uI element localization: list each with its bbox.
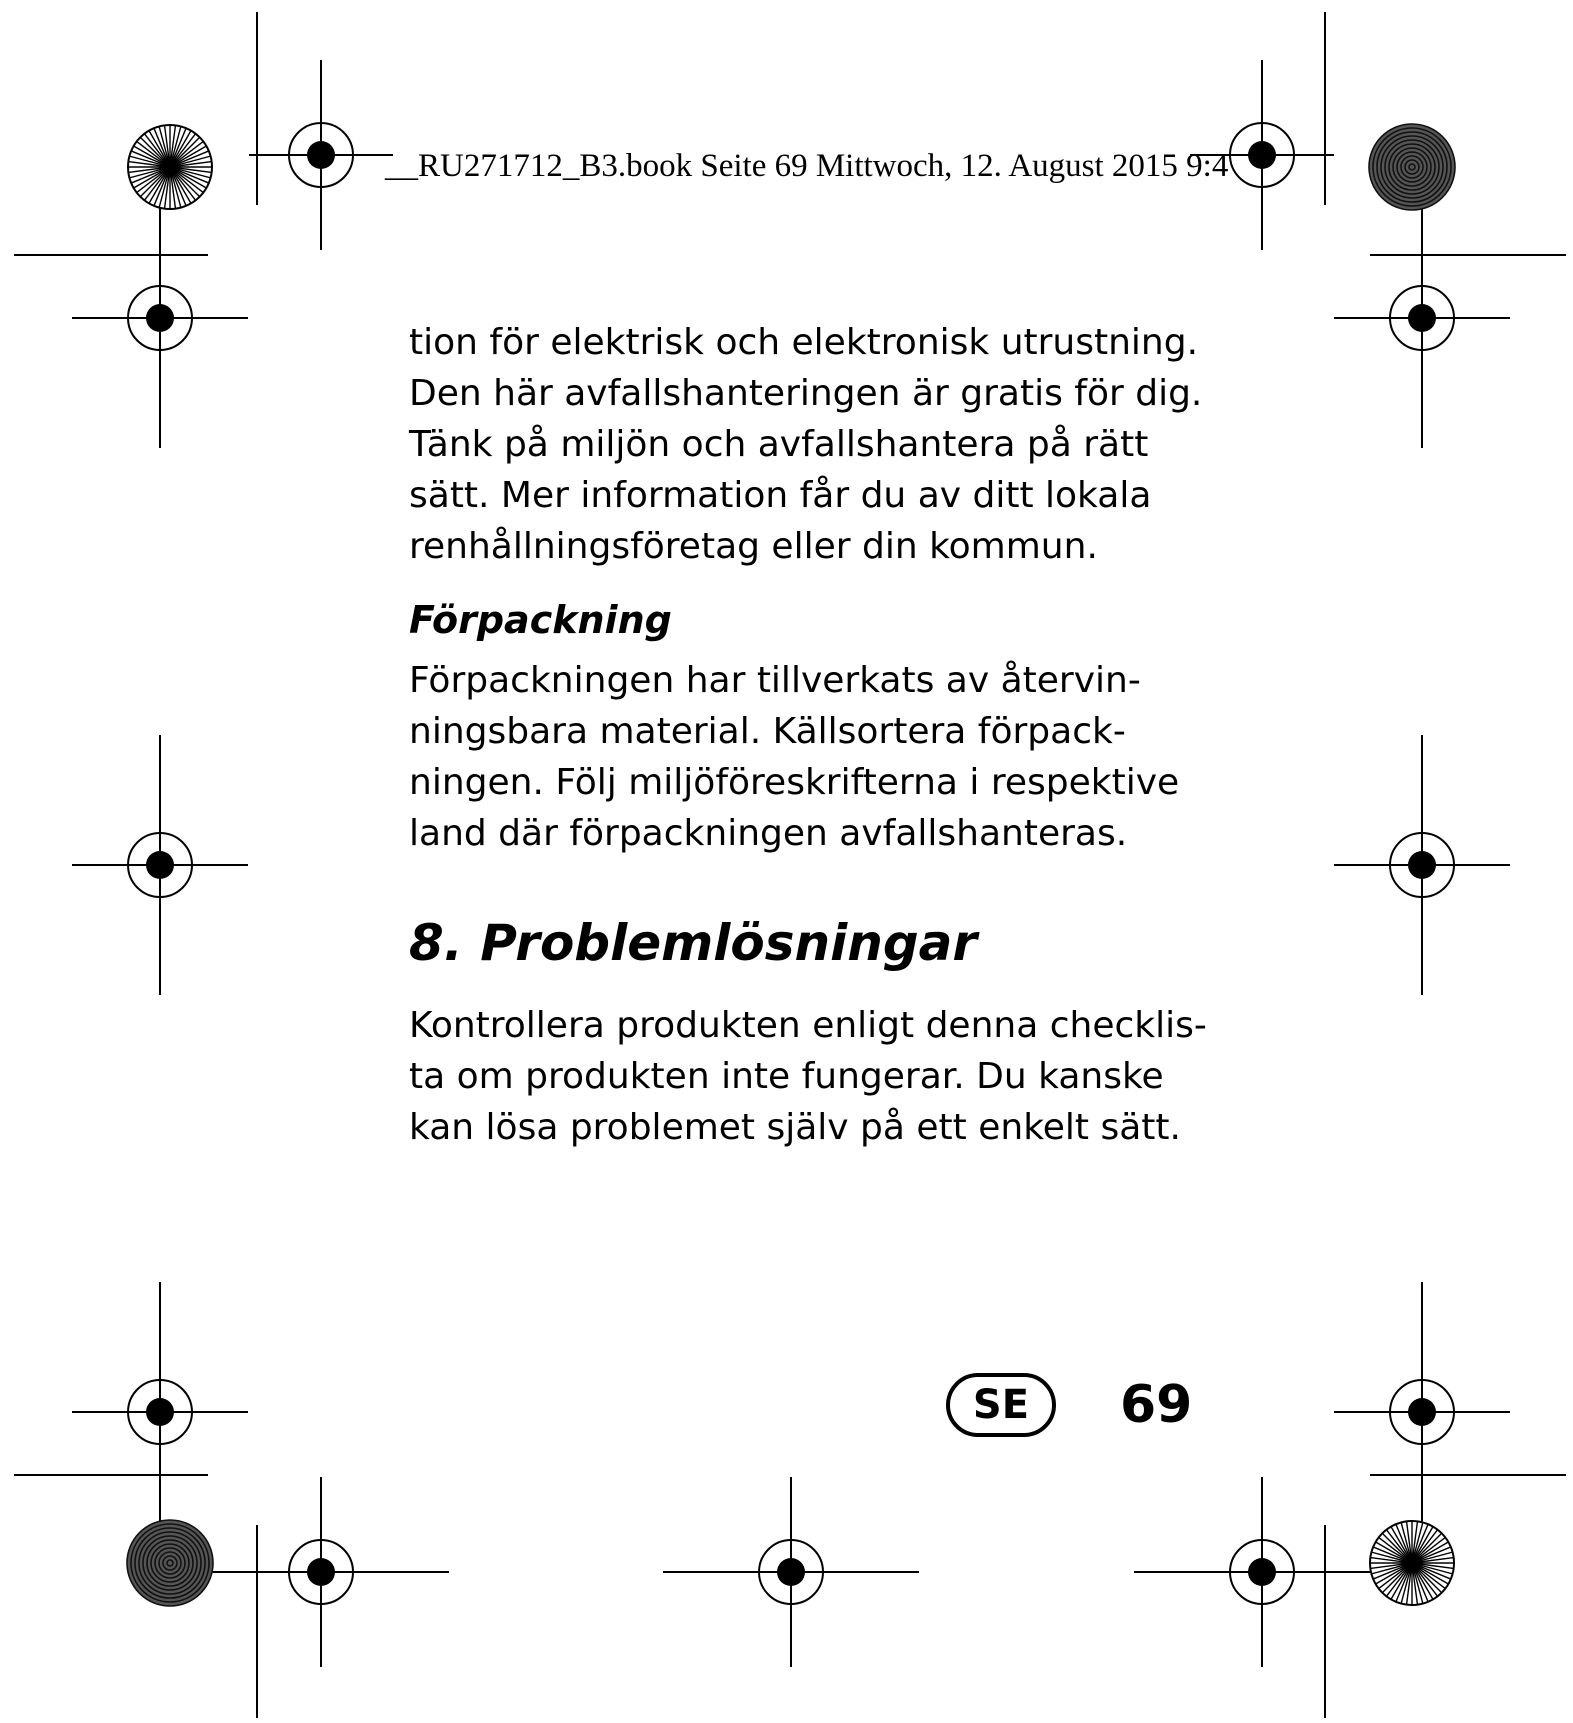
text-line: Kontrollera produkten enligt denna checklis- — [409, 1005, 1207, 1046]
text-line: Tänk på miljön och avfallshantera på rätt — [409, 424, 1149, 465]
registration-target-dot — [1408, 304, 1436, 332]
registration-target-dot — [307, 141, 335, 169]
section-heading: 8. Problemlösningar — [409, 914, 978, 972]
paragraph-disposal — [409, 317, 1239, 572]
text-line: land där förpackningen avfallshanteras. — [409, 813, 1128, 854]
registration-target-dot — [146, 851, 174, 879]
subheading-packaging: Förpackning — [409, 598, 672, 642]
text-line: kan lösa problemet själv på ett enkelt sätt. — [409, 1107, 1181, 1148]
text-line: ningen. Följ miljöföreskrifterna i respektive — [409, 762, 1180, 803]
page-footer — [946, 1370, 1192, 1440]
registration-target-dot — [1248, 141, 1276, 169]
paragraph-troubleshooting — [409, 1000, 1239, 1153]
registration-target-dot — [307, 1558, 335, 1586]
registration-target-dot — [777, 1558, 805, 1586]
text-line: sätt. Mer information får du av ditt lokala — [409, 475, 1152, 516]
print-slug-line: __RU271712_B3.book Seite 69 Mittwoch, 12. August 2015 9:4 — [385, 148, 1229, 184]
text-line: ningsbara material. Källsortera förpack- — [409, 711, 1126, 752]
language-badge: SE — [946, 1373, 1056, 1437]
text-line: ta om produkten inte fungerar. Du kanske — [409, 1056, 1164, 1097]
paragraph-packaging — [409, 655, 1239, 859]
page-number: 69 — [1120, 1375, 1193, 1435]
text-line: renhållningsföretag eller din kommun. — [409, 526, 1098, 567]
registration-target-dot — [1248, 1558, 1276, 1586]
registration-target-dot — [146, 304, 174, 332]
registration-target-dot — [1408, 851, 1436, 879]
text-line: Förpackningen har tillverkats av återvin- — [409, 660, 1141, 701]
registration-target-dot — [1408, 1398, 1436, 1426]
text-line: Den här avfallshanteringen är gratis för dig. — [409, 373, 1203, 414]
registration-target-dot — [146, 1398, 174, 1426]
text-line: tion för elektrisk och elektronisk utrustning. — [409, 322, 1199, 363]
